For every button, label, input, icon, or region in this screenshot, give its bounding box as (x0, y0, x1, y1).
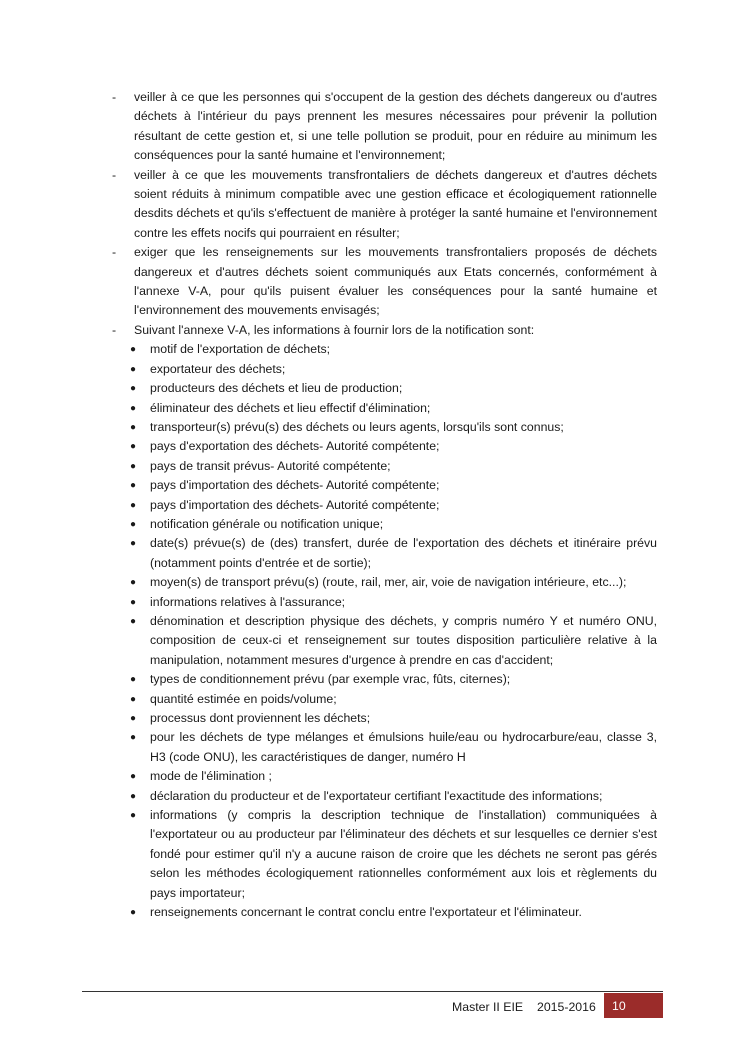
bullet-item-text: producteurs des déchets et lieu de production; (150, 381, 403, 396)
page-body (112, 88, 657, 922)
bullet-item-text: quantité estimée en poids/volume; (150, 691, 337, 706)
bullet-item-text: types de conditionnement prévu (par exemple vrac, fûts, citernes); (150, 672, 511, 687)
bullet-icon: ● (130, 383, 137, 395)
bullet-icon: ● (130, 674, 137, 686)
bullet-item-text: transporteur(s) prévu(s) des déchets ou leurs agents, lorsqu'ils sont connus; (150, 419, 564, 434)
bullet-item-text: informations relatives à l'assurance; (150, 594, 346, 609)
bullet-item-text: pays d'importation des déchets- Autorité compétente; (150, 497, 440, 512)
dash-marker: - (112, 90, 117, 104)
bullet-item (129, 476, 657, 495)
dash-item-text: veiller à ce que les mouvements transfrontaliers de déchets dangereux et d'autres déchets soient réduits à minimum compatible avec une gestion efficace et écologiquement rationnelle desdits déchets et qu'ils s'effectuent de manière à protéger la santé humaine et l'environnement contre les effets nocifs qui pourraient en résulter; (134, 167, 657, 240)
bullet-item-text: notification générale ou notification unique; (150, 516, 384, 531)
dash-list (112, 88, 657, 340)
dash-item (112, 166, 657, 244)
bullet-item (129, 360, 657, 379)
bullet-item (129, 612, 657, 670)
bullet-icon: ● (130, 344, 137, 356)
bullet-icon: ● (130, 732, 137, 744)
bullet-item (129, 573, 657, 592)
bullet-item (129, 670, 657, 689)
bullet-item-text: moyen(s) de transport prévu(s) (route, rail, mer, air, voie de navigation intérieure, etc...); (150, 575, 627, 590)
bullet-item-text: éliminateur des déchets et lieu effectif d'élimination; (150, 400, 431, 415)
bullet-icon: ● (130, 441, 137, 453)
dash-marker: - (112, 167, 117, 182)
bullet-item-text: exportateur des déchets; (150, 361, 286, 376)
bullet-item-text: pays d'exportation des déchets- Autorité compétente; (150, 439, 440, 454)
bullet-item-text: date(s) prévue(s) de (des) transfert, durée de l'exportation des déchets et itinéraire prévu (notamment points d'entrée et de sortie); (150, 536, 657, 570)
bullet-icon: ● (130, 538, 137, 550)
footer-divider (82, 991, 663, 992)
bullet-icon: ● (130, 790, 137, 802)
bullet-item-text: dénomination et description physique des déchets, y compris numéro Y et numéro ONU, composition de ceux-ci et renseignement sur toutes disposition particulière relative à la manipulation, notamment mesures d'urgence à prendre en cas d'accident; (150, 613, 657, 667)
bullet-icon: ● (130, 713, 137, 724)
bullet-item-text: informations (y compris la description technique de l'installation) communiquées à l'exportateur ou au producteur par l'éliminateur des déchets et sur lesquelles ce dernier s'est fondé pour estimer qu'il n'y a aucune raison de croire que les déchets ne seront pas gérés selon les méthodes écologiquement rationnelles conformément aux lois et règlements du pays importateur; (150, 808, 657, 900)
dash-marker: - (112, 245, 117, 260)
bullet-icon: ● (130, 480, 137, 492)
page-number: 10 (612, 998, 626, 1013)
bullet-item (129, 903, 657, 922)
bullet-icon: ● (130, 421, 137, 433)
bullet-item-text: pour les déchets de type mélanges et émulsions huile/eau ou hydrocarbure/eau, classe 3, H3 (code ONU), les caractéristiques de danger, numéro H (150, 730, 657, 764)
bullet-item-text: pays de transit prévus- Autorité compétente; (150, 458, 391, 473)
bullet-item (129, 534, 657, 573)
bullet-icon: ● (130, 499, 137, 511)
bullet-icon: ● (130, 577, 137, 589)
bullet-item-text: mode de l'élimination ; (150, 769, 272, 784)
dash-item-text: veiller à ce que les personnes qui s'occupent de la gestion des déchets dangereux ou d'autres déchets à l'intérieur du pays prennent les mesures nécessaires pour prévenir la pollution résultant de cette gestion et, si une telle pollution se produit, pour en réduire au minimum les conséquences pour la santé humaine et l'environnement; (134, 90, 657, 163)
bullet-item-text: motif de l'exportation de déchets; (150, 342, 331, 357)
bullet-item (129, 418, 657, 437)
bullet-icon: ● (130, 363, 137, 375)
bullet-icon: ● (130, 615, 137, 627)
bullet-icon: ● (130, 596, 137, 608)
bullet-icon: ● (130, 907, 137, 919)
bullet-item-text: déclaration du producteur et de l'exportateur certifiant l'exactitude des informations; (150, 788, 603, 803)
bullet-item-text: renseignements concernant le contrat conclu entre l'exportateur et l'éliminateur. (150, 905, 582, 920)
bullet-item-text: processus dont proviennent les déchets; (150, 711, 371, 725)
bullet-icon: ● (130, 402, 137, 414)
bullet-item (129, 340, 657, 359)
dash-item (112, 321, 657, 340)
dash-item-text: exiger que les renseignements sur les mouvements transfrontaliers proposés de déchets dangereux et d'autres déchets soient communiqués aux Etats concernés, conformément à l'annexe V-A, pour qu'ils puisent évaluer les conséquences pour la santé humaine et l'environnement des mouvements envisagés; (134, 245, 657, 318)
bullet-item-text: pays d'importation des déchets- Autorité compétente; (150, 478, 440, 493)
notification-info-list (112, 340, 657, 922)
bullet-item (129, 515, 657, 534)
bullet-item (129, 379, 657, 398)
bullet-item (129, 709, 657, 728)
page-number-badge (604, 993, 663, 1018)
bullet-item (129, 806, 657, 903)
bullet-icon: ● (130, 810, 137, 822)
bullet-icon: ● (130, 693, 137, 705)
bullet-item (129, 457, 657, 476)
bullet-item (129, 437, 657, 456)
bullet-item (129, 767, 657, 786)
bullet-icon: ● (130, 460, 137, 472)
bullet-item (129, 690, 657, 709)
dash-item (112, 243, 657, 321)
bullet-icon: ● (130, 771, 137, 783)
bullet-item (129, 728, 657, 767)
footer-program: Master II EIE (452, 999, 524, 1014)
bullet-item (129, 787, 657, 806)
dash-item (112, 88, 657, 166)
dash-item-text: Suivant l'annexe V-A, les informations à fournir lors de la notification sont: (134, 322, 535, 337)
bullet-icon: ● (130, 518, 137, 530)
dash-marker: - (112, 322, 117, 337)
bullet-item (129, 593, 657, 612)
footer-year: 2015-2016 (537, 999, 596, 1014)
bullet-item (129, 399, 657, 418)
bullet-item (129, 496, 657, 515)
